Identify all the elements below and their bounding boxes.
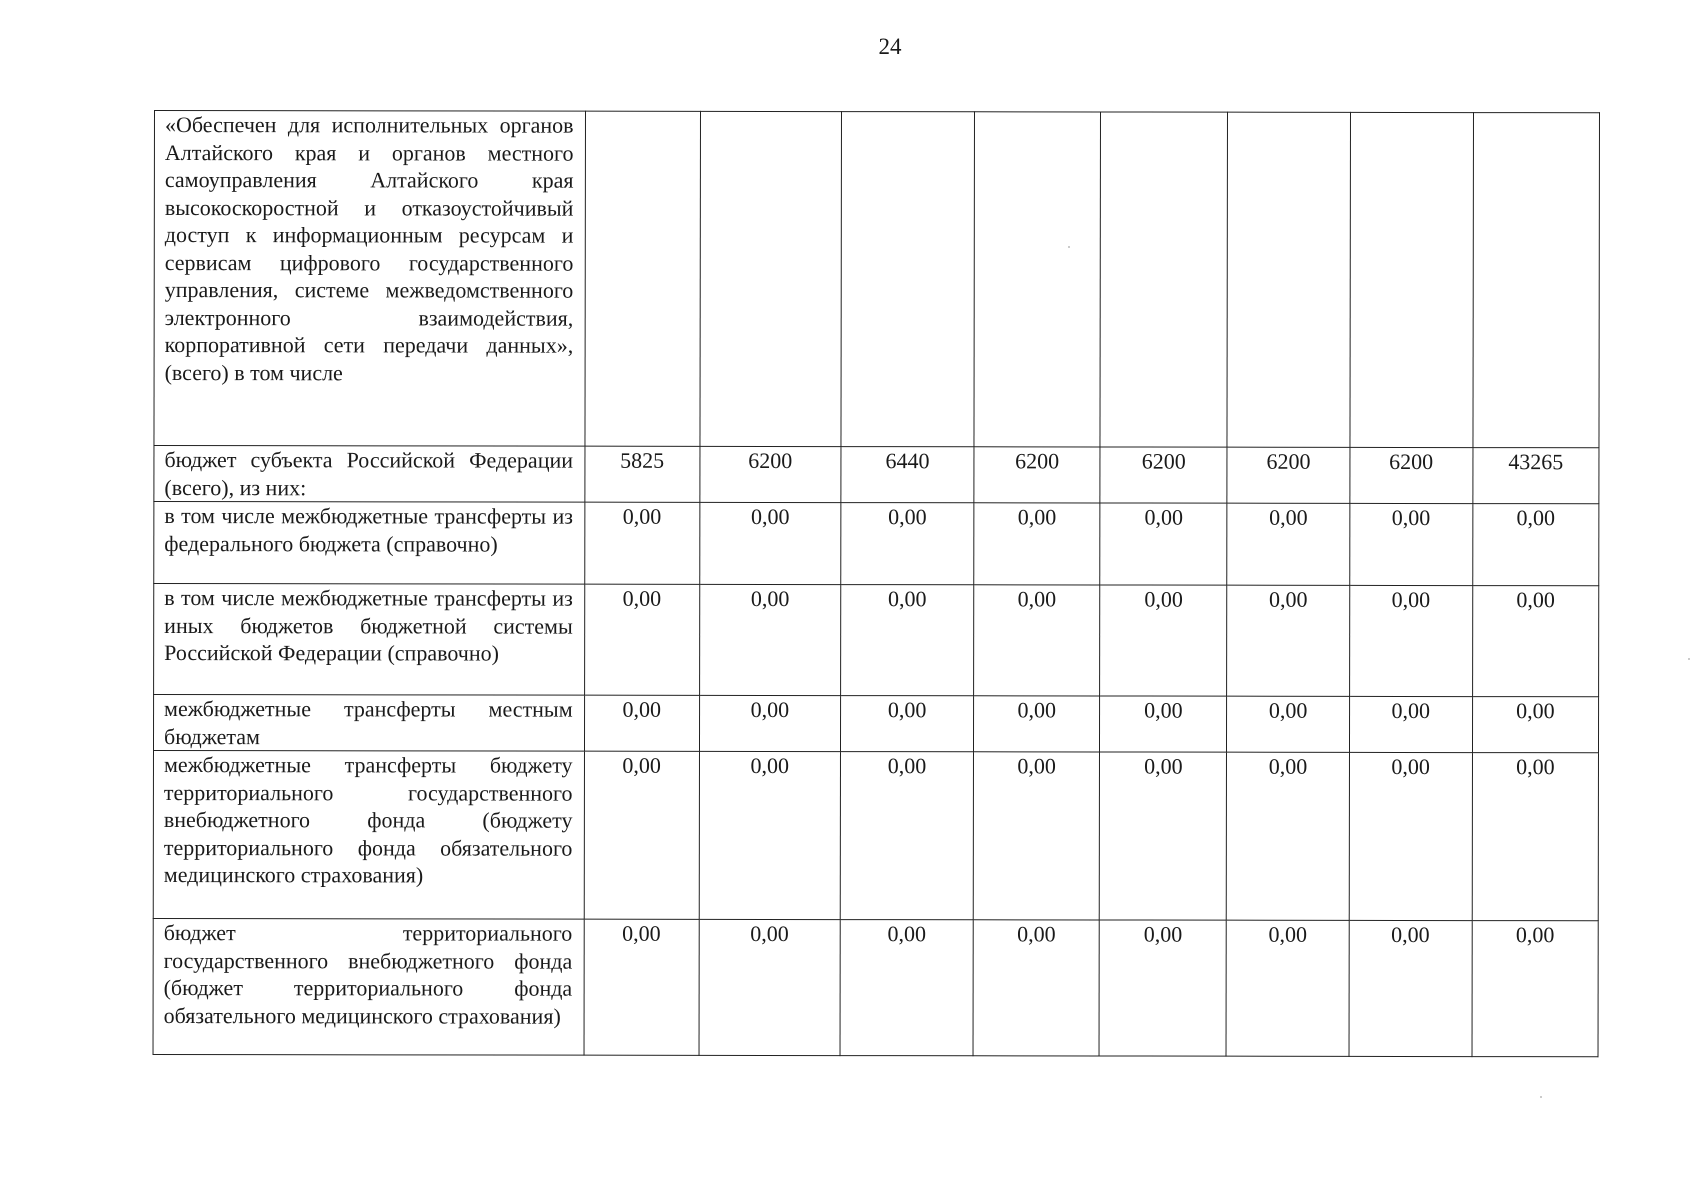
row-label: межбюджетные трансферты местным бюджетам [153, 695, 584, 752]
value-cell: 0,00 [1227, 503, 1349, 585]
value-cell: 43265 [1473, 448, 1599, 504]
value-cell: 0,00 [1349, 752, 1472, 920]
value-cell: 0,00 [1227, 752, 1349, 920]
value-cell: 6200 [974, 447, 1100, 503]
value-cell: 0,00 [840, 696, 973, 752]
value-cell: 5825 [584, 446, 699, 502]
row-label: бюджет территориального государственного внебюджетного фонда (бюджет территориального фонда обязательного медицинского страхования) [153, 918, 584, 1055]
row-label: в том числе межбюджетные трансферты из федерального бюджета (справочно) [154, 502, 585, 585]
value-cell [1100, 112, 1228, 447]
value-cell: 0,00 [700, 502, 841, 584]
budget-table [153, 110, 1600, 1057]
value-cell [974, 112, 1101, 447]
value-cell [700, 111, 842, 446]
value-cell [1227, 112, 1350, 447]
table-row [154, 584, 1599, 697]
value-cell: 0,00 [584, 584, 699, 695]
table-row [153, 695, 1598, 753]
value-cell [841, 112, 975, 447]
value-cell: 0,00 [973, 920, 1099, 1056]
value-cell: 0,00 [584, 695, 699, 751]
value-cell: 0,00 [1349, 585, 1472, 696]
value-cell: 0,00 [1227, 585, 1349, 696]
value-cell: 6200 [1227, 447, 1349, 503]
value-cell: 0,00 [1472, 697, 1598, 753]
table-row [153, 751, 1598, 921]
value-cell: 0,00 [699, 695, 840, 751]
value-cell: 0,00 [1226, 920, 1348, 1056]
value-cell: 0,00 [699, 919, 840, 1055]
value-cell: 0,00 [841, 585, 974, 696]
value-cell: 0,00 [974, 585, 1100, 696]
value-cell: 0,00 [1349, 696, 1472, 752]
value-cell: 6440 [841, 447, 974, 503]
value-cell: 0,00 [699, 584, 840, 695]
value-cell: 0,00 [974, 503, 1100, 585]
scan-speck [1068, 246, 1070, 248]
value-cell: 6200 [700, 446, 841, 502]
value-cell [585, 111, 701, 446]
table-row [154, 446, 1599, 504]
scan-speck [1688, 658, 1690, 660]
row-label: межбюджетные трансферты бюджету территориального государственного внебюджетного фонда (бюджету территориального фонда обязательного медицинского страхования) [153, 751, 584, 920]
value-cell: 0,00 [1099, 920, 1226, 1056]
value-cell: 0,00 [974, 696, 1100, 752]
value-cell: 0,00 [584, 919, 699, 1055]
table-row [154, 502, 1599, 586]
value-cell: 0,00 [584, 502, 699, 584]
value-cell: 0,00 [1349, 503, 1472, 585]
value-cell: 6200 [1349, 447, 1472, 503]
value-cell [1473, 113, 1600, 448]
value-cell: 0,00 [1100, 696, 1227, 752]
value-cell: 0,00 [1473, 504, 1599, 586]
value-cell: 0,00 [840, 752, 973, 920]
value-cell: 0,00 [1472, 921, 1598, 1057]
table-body [153, 111, 1599, 1057]
value-cell: 0,00 [1227, 696, 1349, 752]
table-row [154, 111, 1600, 448]
scan-speck [1540, 1096, 1542, 1098]
value-cell: 0,00 [1472, 753, 1598, 921]
value-cell: 0,00 [584, 751, 699, 919]
row-label: бюджет субъекта Российской Федерации (всего), из них: [154, 446, 585, 503]
value-cell [1350, 112, 1474, 447]
value-cell: 0,00 [841, 503, 974, 585]
row-label: в том числе межбюджетные трансферты из иных бюджетов бюджетной системы Российской Федерации (справочно) [154, 584, 585, 696]
value-cell: 0,00 [1100, 752, 1227, 920]
value-cell: 0,00 [973, 752, 1099, 920]
row-label: «Обеспечен для исполнительных органов Алтайского края и органов местного самоуправления Алтайского края высокоскоростной и отказоустойчивый доступ к информационным ресурсам и сервисам цифрового государственного управления, системе межведомственного электронного взаимодействия, корпоративной сети передачи данных», (всего) в том числе [154, 111, 585, 447]
page-number: 24 [878, 34, 902, 59]
value-cell: 0,00 [1472, 586, 1598, 697]
value-cell: 0,00 [1100, 503, 1227, 585]
value-cell: 0,00 [1349, 920, 1472, 1056]
value-cell: 0,00 [840, 920, 973, 1056]
value-cell: 6200 [1100, 447, 1227, 503]
value-cell: 0,00 [699, 751, 840, 919]
table-row [153, 918, 1598, 1056]
value-cell: 0,00 [1100, 585, 1227, 696]
